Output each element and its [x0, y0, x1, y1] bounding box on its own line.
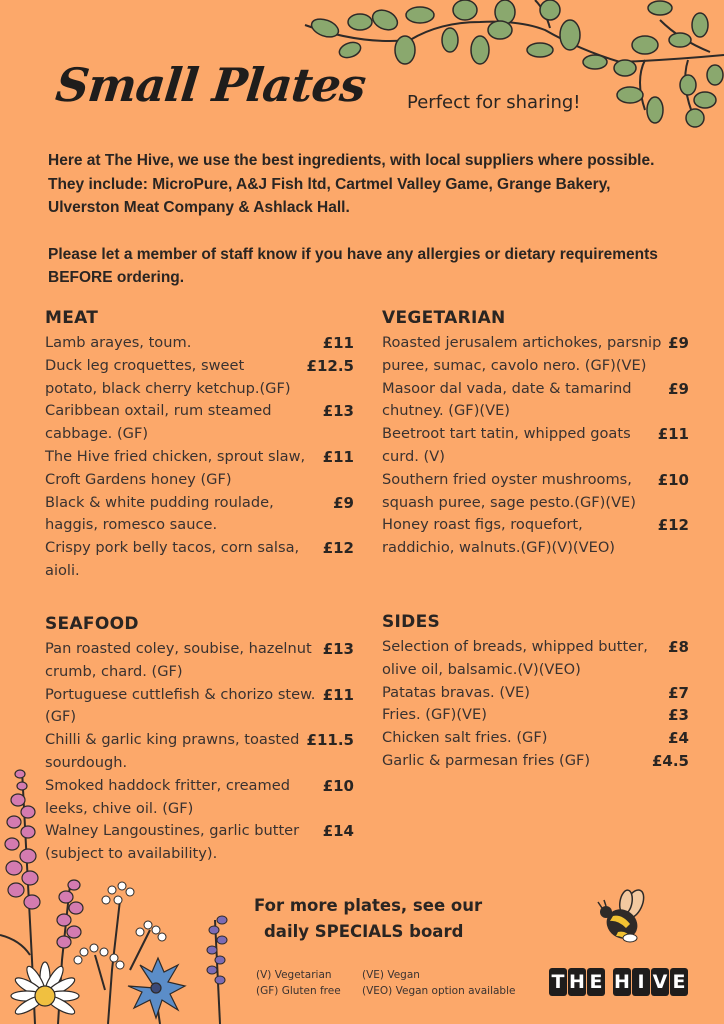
logo-letter: E: [587, 968, 605, 996]
section-vegetarian: [382, 307, 689, 560]
menu-item: [45, 355, 354, 401]
item-price: £11.5: [306, 731, 354, 750]
legend-vegan: (VE) Vegan: [362, 969, 420, 981]
menu-item: [45, 332, 354, 355]
menu-item: [382, 727, 689, 750]
item-name: Beetroot tart tatin, whipped goats curd. (V): [382, 425, 631, 465]
the-hive-logo: [549, 968, 688, 996]
logo-letter: H: [613, 968, 631, 996]
logo-letter: V: [651, 968, 669, 996]
item-name: Lamb arayes, toum.: [45, 334, 192, 351]
item-name: Roasted jerusalem artichokes, parsnip puree, sumac, cavolo nero. (GF)(VE): [382, 334, 662, 374]
item-name: Honey roast figs, roquefort, raddichio, walnuts.(GF)(V)(VEO): [382, 516, 615, 557]
item-price: £9: [333, 493, 354, 512]
menu-item: [45, 446, 354, 492]
section-meat: [45, 307, 354, 583]
page-subtitle: Perfect for sharing!: [407, 92, 581, 113]
item-name: Caribbean oxtail, rum steamed cabbage. (GF): [45, 402, 272, 443]
menu-item: [45, 400, 354, 446]
item-name: Pan roasted coley, soubise, hazelnut crumb, chard. (GF): [45, 640, 312, 680]
item-price: £11: [322, 685, 354, 704]
intro-text: [48, 149, 668, 290]
specials-callout: [254, 893, 494, 945]
item-price: £11: [322, 447, 354, 466]
item-price: £11: [322, 334, 354, 352]
section-sides: [382, 611, 689, 773]
logo-letter: I: [632, 968, 650, 996]
item-name: Chilli & garlic king prawns, toasted sourdough.: [45, 731, 300, 771]
menu-item: [382, 514, 689, 560]
item-price: £10: [322, 776, 354, 795]
logo-letter: T: [549, 968, 567, 996]
menu-item: [382, 332, 689, 378]
item-name: Smoked haddock fritter, creamed leeks, chive oil. (GF): [45, 776, 290, 817]
item-name: Masoor dal vada, date & tamarind chutney. (GF)(VE): [382, 379, 632, 420]
menu-item: [382, 469, 689, 515]
item-price: £13: [322, 640, 354, 658]
item-price: £8: [668, 638, 689, 656]
item-price: £11: [657, 425, 689, 444]
item-name: Patatas bravas. (VE): [382, 683, 530, 701]
item-name: Portuguese cuttlefish & chorizo stew. (GF): [45, 685, 316, 726]
item-name: Crispy pork belly tacos, corn salsa, aioli.: [45, 539, 300, 579]
menu-item: [382, 423, 689, 469]
item-name: Duck leg croquettes, sweet potato, black cherry ketchup.(GF): [45, 356, 291, 397]
allergy-notice: Please let a member of staff know if you have any allergies or dietary requirements BEFORE ordering.: [48, 245, 658, 286]
suppliers-paragraph: Here at The Hive, we use the best ingredients, with local suppliers where possible. They include: MicroPure, A&J Fish ltd, Cartmel Valley Game, Grange Bakery, Ulverston Meat Company & Ashlack Hall.: [48, 152, 655, 216]
logo-gap: [606, 968, 612, 996]
item-price: £14: [322, 822, 354, 841]
item-price: £13: [322, 402, 354, 421]
item-price: £9: [668, 379, 689, 398]
page-title: Small Plates: [53, 58, 368, 112]
item-price: £12.5: [306, 356, 354, 375]
menu-item: [382, 636, 689, 682]
legend-vegan-option: (VEO) Vegan option available: [362, 985, 516, 997]
menu-item: [382, 682, 689, 705]
section-title: SIDES: [382, 612, 441, 632]
section-title: MEAT: [45, 308, 99, 328]
item-name: Chicken salt fries. (GF): [382, 729, 548, 747]
logo-letter: E: [670, 968, 688, 996]
legend-gluten-free: (GF) Gluten free: [256, 985, 341, 997]
item-name: Walney Langoustines, garlic butter (subject to availability).: [45, 822, 300, 863]
specials-line-2: daily SPECIALS board: [264, 922, 464, 941]
item-price: £4: [668, 729, 689, 748]
item-price: £10: [657, 470, 689, 489]
menu-item: [45, 638, 354, 684]
menu-item: [382, 378, 689, 424]
item-price: £12: [322, 539, 354, 558]
section-title: VEGETARIAN: [382, 308, 506, 328]
wildflower-illustration-icon: [0, 760, 240, 1024]
specials-line-1: For more plates, see our: [254, 896, 483, 915]
dietary-legend: [256, 967, 515, 999]
logo-letter: H: [568, 968, 586, 996]
menu-item: [382, 750, 689, 773]
menu-item: [45, 492, 354, 538]
item-name: Selection of breads, whipped butter, olive oil, balsamic.(V)(VEO): [382, 638, 648, 678]
item-price: £12: [657, 516, 689, 535]
item-name: Black & white pudding roulade, haggis, romesco sauce.: [45, 493, 274, 534]
item-name: Southern fried oyster mushrooms, squash puree, sage pesto.(GF)(VE): [382, 470, 636, 511]
bumblebee-icon: [596, 888, 652, 946]
menu-item: [382, 704, 689, 727]
item-name: Fries. (GF)(VE): [382, 706, 487, 724]
item-price: £3: [668, 706, 689, 725]
item-price: £9: [668, 334, 689, 352]
item-name: The Hive fried chicken, sprout slaw, Croft Gardens honey (GF): [45, 447, 306, 488]
menu-item: [45, 537, 354, 583]
item-name: Garlic & parmesan fries (GF): [382, 751, 591, 769]
item-price: £7: [668, 683, 689, 702]
legend-vegetarian: (V) Vegetarian: [256, 969, 332, 981]
item-price: £4.5: [651, 751, 689, 770]
menu-item: [45, 684, 354, 730]
section-title: SEAFOOD: [45, 614, 139, 634]
